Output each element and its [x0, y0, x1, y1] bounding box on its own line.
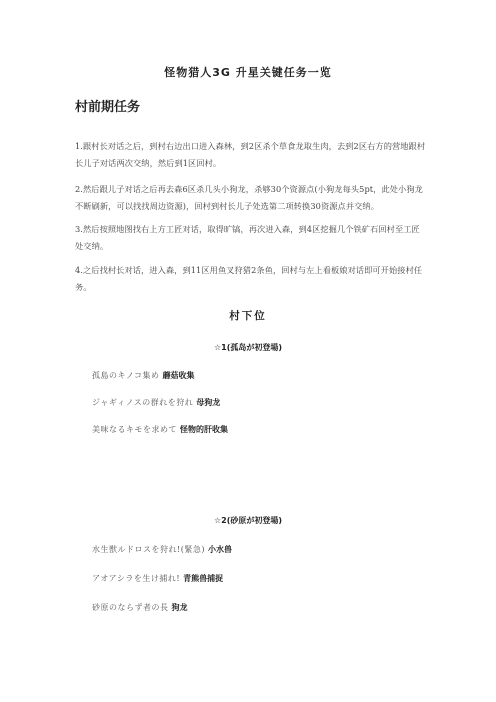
paragraph-step-1: 1.跟村长对话之后，到村右边出口进入森林，到2区杀个草食龙取生肉，去到2区右方的营地跟村长儿子对话两次交纳，然后到1区回村。	[75, 141, 426, 168]
section-heading: 村前期任务	[75, 100, 141, 115]
star-group-heading: ☆1(孤岛が初登場)	[213, 343, 283, 352]
quest-item	[92, 602, 188, 613]
quest-item	[92, 397, 220, 408]
quest-jp-name: 孤島のキノコ集め	[92, 371, 160, 380]
quest-jp-name: 水生獣ルドロスを狩れ!(緊急)	[92, 545, 205, 554]
quest-cn-name: 小水兽	[207, 545, 232, 554]
paragraph-step-4: 4.之后找村长对话，进入森，到11区用鱼叉狩猎2条鱼，回村与左上看板娘对话即可开始接村任务。	[75, 265, 423, 292]
quest-cn-name: 母狗龙	[196, 398, 221, 407]
quest-jp-name: アオアシラを生け捕れ!	[92, 574, 181, 583]
quest-jp-name: 美味なるキモを求めて	[92, 425, 177, 434]
star-group-heading: ☆2(砂原が初登場)	[213, 516, 283, 525]
quest-cn-name: 青熊兽捕捉	[183, 574, 224, 583]
quest-item	[92, 370, 194, 381]
quest-item	[92, 573, 223, 584]
quest-cn-name: 怪物的肝收集	[180, 425, 228, 434]
quest-jp-name: ジャギィノスの群れを狩れ	[92, 398, 194, 407]
paragraph-step-3: 3.然后按照地图找右上方工匠对话，取得旷镐，再次进入森，到4区挖掘几个铁矿石回村至工匠处交纳。	[75, 224, 420, 251]
quest-item	[92, 544, 232, 555]
paragraph-step-2: 2.然后跟儿子对话之后再去森6区杀几头小狗龙，杀够30个资源点(小狗龙每头5pt，此处小狗龙不断刷新，可以找找周边资源)，回村到村长儿子处选第二项转换30资源点并交纳。	[75, 184, 423, 211]
rank-heading: 村下位	[229, 310, 267, 322]
quest-item	[92, 424, 228, 435]
quest-jp-name: 砂原のならず者の長	[92, 603, 169, 612]
quest-cn-name: 狗龙	[171, 603, 188, 612]
quest-cn-name: 蘑菇收集	[162, 371, 195, 380]
document-title: 怪物猎人3G 升星关键任务一览	[164, 66, 332, 79]
